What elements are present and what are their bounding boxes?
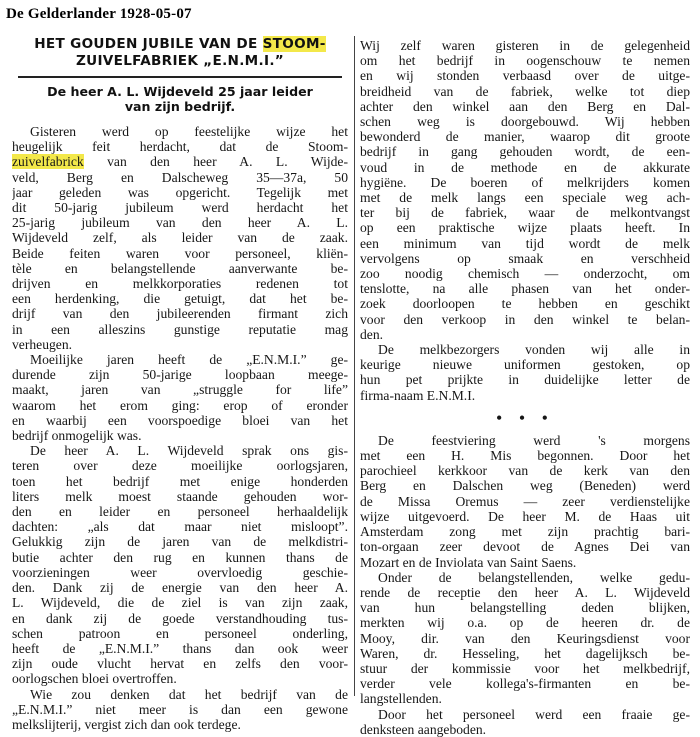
text-line: stuur der kommissie voor het melkbedrijf, [360,660,690,676]
article-subhead [12,84,348,114]
text-line: een minimum van tijd wordt de melk [360,235,690,251]
text-line: Wijdeveld zelf, als leider van de zaak. [12,230,348,246]
text-line: veld, Berg en Dalscheweg 35—37a, 50 [12,169,348,185]
text-line: zoek doorloopen te hebben en geschikt [360,296,690,312]
text-line: bedrijf in gang gehouden wordt, de een- [360,144,690,160]
text-line: en wij stonden verbaasd over de uitge- [360,68,690,84]
text-line: toen het bedrijf met enige honderden [12,473,348,489]
text-line: achter den winkel aan den Berg en Dal- [360,98,690,114]
text-line: met een H. Mis begonnen. Door het [360,448,690,464]
text-line: een herdenking, die getuigt, dat het be- [12,291,348,307]
text-line: Moeilijke jaren heeft de „E.N.M.I.” ge- [30,352,348,368]
headline-line1-start: HET GOUDEN JUBILE VAN DE [34,36,263,52]
text-line: Door het personeel werd een fraaie ge- [378,706,690,722]
text-line: firma-naam E.N.M.I. [360,387,476,403]
text-line: De heer A. L. Wijdeveld sprak ons gis- [30,443,348,459]
text-line: Wij zelf waren gisteren in de gelegenheid [360,38,690,53]
column-divider [354,36,355,696]
subhead-line2: van zijn bedrijf. [124,99,236,114]
masthead: De Gelderlander 1928-05-07 [6,6,192,22]
text-line: merkten wij o.a. op de heeren dr. de [360,615,690,631]
headline-rule [18,76,342,78]
text-line: van hun belangstelling deden blijken, [360,600,690,616]
text-line: „E.N.M.I.” niet meer is dan een gewone [12,701,348,717]
text-line: butie achter den rug en kunnen thans de [12,549,348,565]
text-line: Mozart en de Inviolata van Saint Saens. [360,554,577,570]
text-line: drijven en melkkorporaties redenen tot [12,276,348,292]
text-line: ton-orgaan zeer devoot de Agnes Dei van [360,539,690,555]
text-line: L. Wijdeveld, die de ziel is van zijn zaak, [12,595,348,611]
text-line: den en leider en personeel herhaaldelijk [12,504,348,520]
text-line: Gisteren werd op feestelijke wijze het [30,124,348,139]
article-headline [12,36,348,70]
text-line: zijn oude vlucht hervat en zelfs den voor- [12,656,348,672]
text-line: Amsterdam zong met zijn prachtig bari- [360,524,690,540]
right-column [360,38,690,737]
text-line: jaar geleden was opgericht. Tegelijk met [12,184,348,200]
text-line: met de melk langs een speciale weg ach- [360,190,690,206]
text-line: zuivelfabrick van den heer A. L. Wijde- [12,154,348,170]
text-line: vervolgens op smaak en verschheid [360,250,690,266]
text-line: heugelijk feit herdacht, dat de Stoom- [12,139,348,155]
text-line: melkslijterij, vergist zich dan ook terdege. [12,716,241,732]
text-line: teren over deze moeilijke oorlogsjaren, [12,458,348,474]
text-line: om het bedrijf in oogenschouw te nemen [360,53,690,69]
text-line: heeft de „E.N.M.I.” thans dan ook weer [12,640,348,656]
headline-highlight: STOOM- [262,36,326,52]
text-line: bedrijf onmogelijk was. [12,428,142,444]
text-line: voorzieningen weer overvloedig geschie- [12,564,348,580]
text-line: oorlogschen bloei overtroffen. [12,671,177,687]
text-line: Berg en Dalschen weg (Beneden) werd [360,478,690,494]
text-line: voor den verkoop in den winkel te belan- [360,311,690,327]
text-line: Wie zou denken dat het bedrijf van de [30,686,348,702]
text-line: parochieel kerkkoor van de kerk van den [360,463,690,479]
text-line: Beide feiten waren voor personeel, kliën- [12,245,348,261]
text-line: Onder de belangstellenden, welke gedu- [378,569,690,585]
text-line: liters melk moest staande gehouden wor- [12,488,348,504]
text-line: rende de receptie den heer A. L. Wijdeveld [360,584,690,600]
text-line: tenslotte, na alle phasen van het onder- [360,281,690,297]
section-ornament: • • • [496,407,554,428]
text-line: drijf van den jubileerenden firmant zich [12,306,348,322]
text-line: keurige nieuwe uniformen gestoken, op [360,357,690,373]
text-line: De feestviering werd 's morgens [378,432,690,448]
text-line: voud in de methode en de akkurate [360,159,690,175]
text-line: 25-jarig jubileum van den heer A. L. [12,215,348,231]
text-line: wijze uitgevoerd. De heer M. de Haas uit [360,508,690,524]
text-line: tèle en belangstellende aanverwante be- [12,260,348,276]
text-line: hun pet prijkte in duidelijke letter de [360,372,690,388]
subhead-line1: De heer A. L. Wijdeveld 25 jaar leider [47,84,313,99]
highlighted-word: zuivelfabrick [12,154,84,170]
left-body-text [12,124,348,732]
left-column [12,34,348,732]
text-line: bewonderd de manier, waarop dit groote [360,129,690,145]
text-line: verder vele kollega's-firmanten en be- [360,676,690,692]
text-line: dachten: „als dat maar niet misloopt”. [12,519,348,535]
text-line: hygiëne. De boeren of melkrijders komen [360,174,690,190]
headline-line2: ZUIVELFABRIEK „E.N.M.I.” [75,53,285,69]
text-line: schen weg is doorgebouwd. Wij hebben [360,114,690,130]
text-line: dit 50-jarig jubileum werd herdacht het [12,200,348,216]
text-line: maakt, jaren van „struggle for life” [12,382,348,398]
text-line: De melkbezorgers vonden wij alle in [378,342,690,358]
text-line: ter bij de fabriek, waar de melkontvangst [360,205,690,221]
text-line: den. [360,326,384,342]
text-line: de Missa Oremus — zeer verdienstelijke [360,493,690,509]
text-line: schen patroon en personeel onderling, [12,625,348,641]
text-line: zoo noodig chemisch — onderzocht, om [360,266,690,282]
text-line: den. Dank zij de energie van den heer A. [12,580,348,596]
text-line: waarom het erom ging: erop of eronder [12,397,348,413]
text-line: en waarbij een voorspoedige bloei van het [12,412,348,428]
text-line: Gelukkig zijn de jaren van de melkdistri- [12,534,348,550]
text-line: en dank zij de goede verstandhouding tus- [12,610,348,626]
text-line: langstellenden. [360,691,442,707]
text-line: breidheid van de fabriek, welke tot diep [360,83,690,99]
text-line: verheugen. [12,336,73,352]
text-line: Mooy, dir. van den Keuringsdienst voor [360,630,690,646]
text-line: denksteen aangeboden. [360,721,487,737]
text-line: in een alleszins gunstige reputatie mag [12,321,348,337]
text-line: Waren, dr. Hesseling, het dagelijksch be- [360,645,690,661]
right-body-text [360,38,690,737]
text-line: durende zijn 50-jarige loopbaan meege- [12,367,348,383]
text-line: op een praktische wijze plaats heeft. In [360,220,690,236]
